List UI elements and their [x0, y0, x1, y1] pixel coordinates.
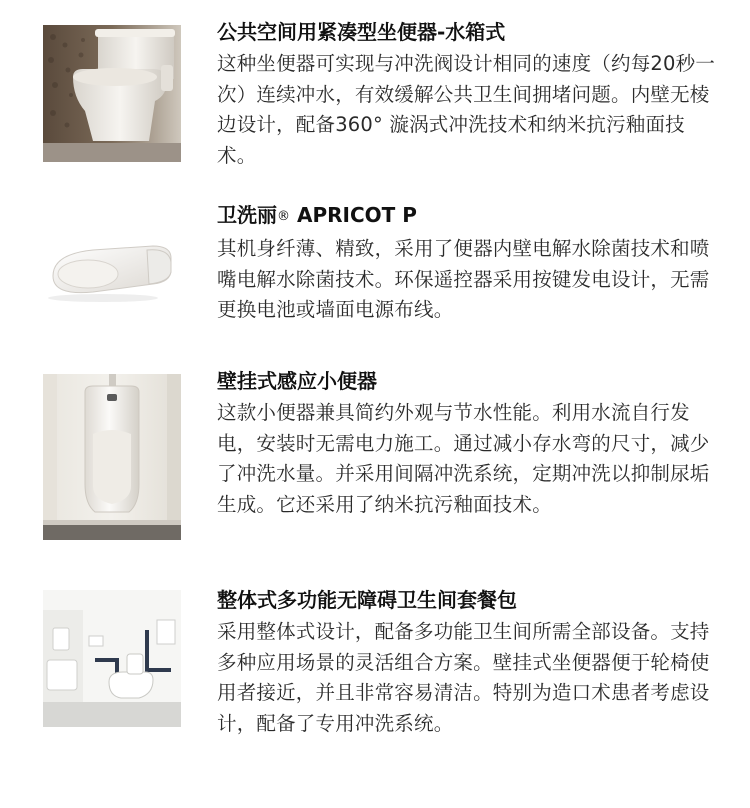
model-name: APRICOT P: [290, 203, 417, 227]
product-description: 这款小便器兼具简约外观与节水性能。利用水流自行发电，安装时无需电力施工。通过减小存水弯的尺寸，减少了冲洗水量。并采用间隔冲洗系统，定期冲洗以抑制尿垢生成。它还采用了纳米抗污釉面技术。: [217, 401, 710, 516]
brand-name: 卫洗丽: [217, 203, 277, 227]
accessible-restroom-image: [43, 590, 181, 727]
product-description: 采用整体式设计，配备多功能卫生间所需全部设备。支持多种应用场景的灵活组合方案。壁挂式坐便器便于轮椅使用者接近，并且非常容易清洁。特别为造口术患者考虑设计，配备了专用冲洗系统。: [217, 620, 710, 735]
product-title: 公共空间用紧凑型坐便器-水箱式: [217, 20, 506, 44]
urinal-image: [43, 374, 181, 540]
product-title: 壁挂式感应小便器: [217, 369, 377, 393]
washlet-seat-image: [43, 228, 181, 306]
registered-mark: ®: [277, 209, 290, 224]
tank-toilet-image: [43, 25, 181, 162]
product-description: 其机身纤薄、精致，采用了便器内壁电解水除菌技术和喷嘴电解水除菌技术。环保遥控器采用按键发电设计，无需更换电池或墙面电源布线。: [217, 237, 710, 321]
product-title: 整体式多功能无障碍卫生间套餐包: [217, 588, 517, 612]
product-description: 这种坐便器可实现与冲洗阀设计相同的速度（约每20秒一次）连续冲水，有效缓解公共卫生间拥堵问题。内壁无棱边设计，配备360° 漩涡式冲洗技术和纳米抗污釉面技术。: [217, 52, 716, 167]
product-title: [217, 202, 717, 230]
